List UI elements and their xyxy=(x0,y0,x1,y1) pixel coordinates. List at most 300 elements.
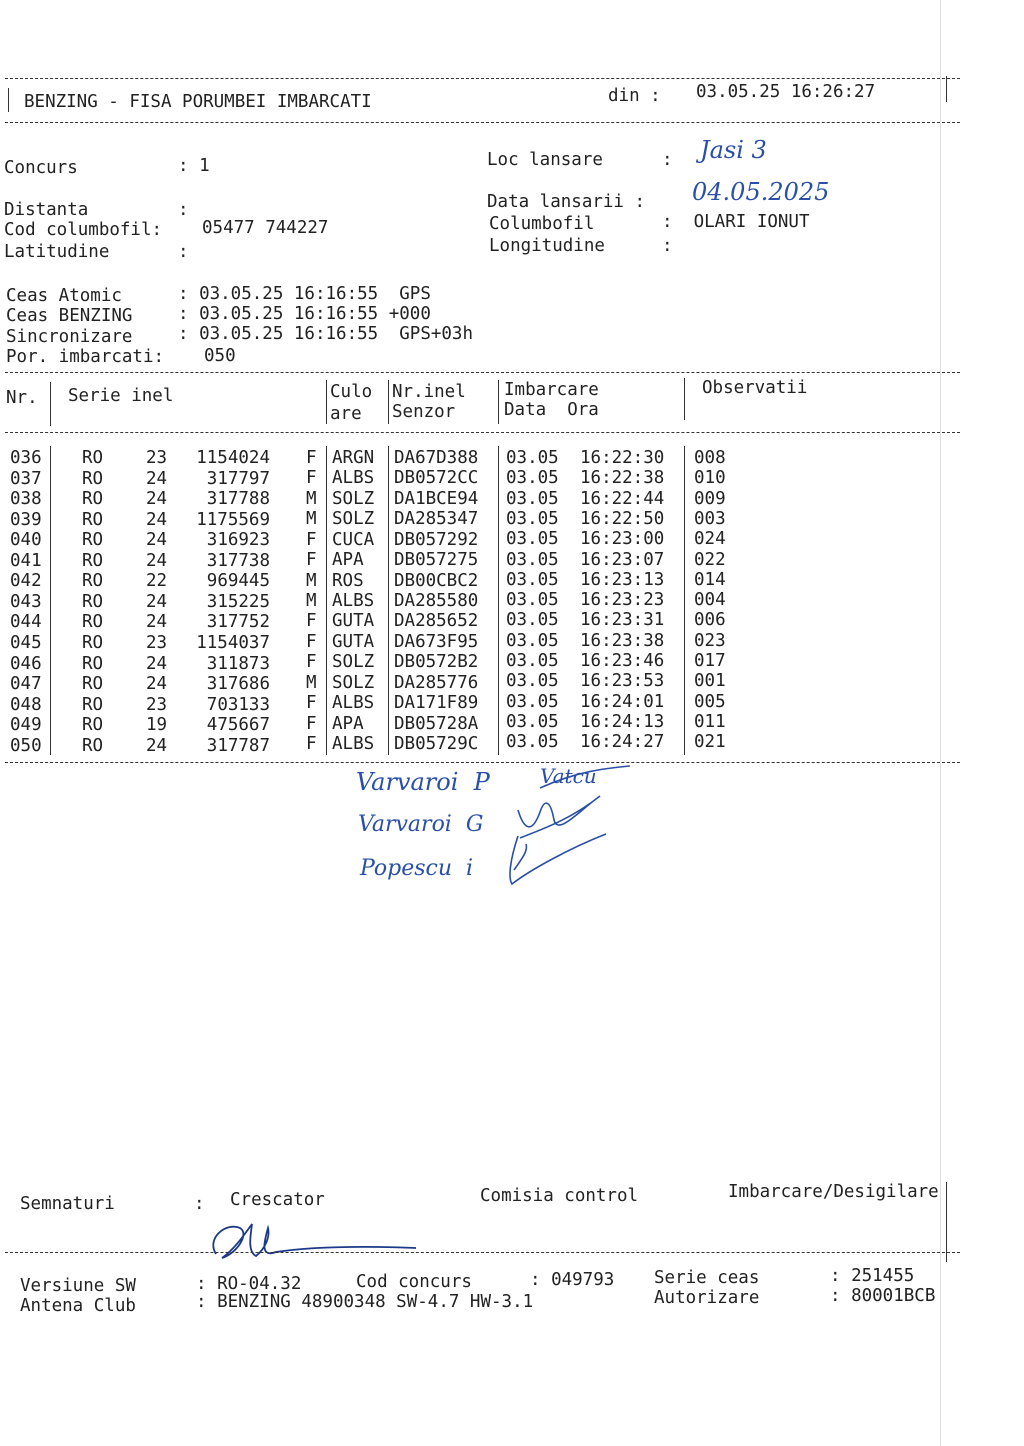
cell-culoare: SOLZ xyxy=(332,488,375,509)
cell-senzor: DA171F89 xyxy=(394,693,479,714)
col-divider-culoare xyxy=(388,380,389,424)
row-divider xyxy=(684,528,685,549)
cell-sex: F xyxy=(306,529,317,550)
cell-an: 22 xyxy=(146,571,168,592)
row-divider xyxy=(388,672,389,693)
header-right-bar xyxy=(946,76,947,102)
row-divider xyxy=(498,569,499,590)
cell-observatii: 005 xyxy=(694,691,726,712)
cell-culoare: ROS xyxy=(332,570,364,591)
cell-data: 03.05 xyxy=(506,590,559,611)
cell-tara: RO xyxy=(82,612,104,633)
cell-sex: M xyxy=(306,672,317,693)
row-divider xyxy=(50,734,51,755)
col-header-observatii: Observatii xyxy=(702,378,808,398)
cell-an: 24 xyxy=(146,735,168,756)
cell-data: 03.05 xyxy=(506,448,559,468)
row-divider xyxy=(498,549,499,570)
row-divider xyxy=(326,446,327,467)
row-divider xyxy=(498,713,499,734)
table-header-rule xyxy=(5,432,960,433)
versiune-sw-label: Versiune SW xyxy=(20,1276,136,1296)
cell-ora: 16:22:30 xyxy=(580,448,665,468)
cell-culoare: GUTA xyxy=(332,611,375,632)
cell-ora: 16:24:13 xyxy=(580,711,665,732)
cell-data: 03.05 xyxy=(506,529,559,550)
cell-an: 23 xyxy=(146,632,168,653)
row-divider xyxy=(326,487,327,508)
ceas-benzing-label: Ceas BENZING xyxy=(6,306,133,326)
cell-ora: 16:22:38 xyxy=(580,468,665,489)
row-divider xyxy=(388,631,389,652)
cell-observatii: 011 xyxy=(694,711,726,732)
cell-culoare: SOLZ xyxy=(332,672,375,693)
cod-concurs-value: : 049793 xyxy=(530,1270,615,1290)
row-divider xyxy=(50,590,51,611)
row-divider xyxy=(684,467,685,488)
data-lansarii-label: Data lansarii : xyxy=(487,192,646,212)
latitudine-label: Latitudine xyxy=(4,242,110,262)
cell-nr: 042 xyxy=(10,571,42,592)
cell-nr: 045 xyxy=(10,632,42,653)
cell-senzor: DA673F95 xyxy=(394,631,479,652)
cell-data: 03.05 xyxy=(506,549,559,570)
cell-data: 03.05 xyxy=(506,671,559,692)
row-divider xyxy=(50,631,51,652)
cell-culoare: ALBS xyxy=(332,693,375,714)
por-imbarcati-label: Por. imbarcati: xyxy=(6,347,165,367)
row-divider xyxy=(684,508,685,529)
din-label: din : xyxy=(608,86,661,106)
data-lansarii-handwritten: 04.05.2025 xyxy=(692,178,830,206)
antena-club-label: Antena Club xyxy=(20,1296,136,1316)
cell-observatii: 009 xyxy=(694,488,726,509)
cell-culoare: SOLZ xyxy=(332,652,375,673)
cell-tara: RO xyxy=(82,632,104,653)
antena-club-value: : BENZING 48900348 SW-4.7 HW-3.1 xyxy=(196,1292,534,1312)
cell-inel: 475667 xyxy=(206,715,270,736)
col-header-imbarcare-2: Data Ora xyxy=(504,400,599,420)
row-divider xyxy=(50,528,51,549)
cell-culoare: APA xyxy=(332,713,364,734)
cell-culoare: ALBS xyxy=(332,733,375,754)
row-divider xyxy=(326,631,327,652)
cell-ora: 16:23:31 xyxy=(580,610,665,631)
cell-an: 19 xyxy=(146,715,168,736)
cell-an: 24 xyxy=(146,489,168,510)
concurs-label: Concurs xyxy=(4,158,78,178)
row-divider xyxy=(388,569,389,590)
row-divider xyxy=(498,672,499,693)
cell-ora: 16:23:13 xyxy=(580,569,665,590)
columbofil-label: Columbofil xyxy=(489,214,595,234)
distanta-value: : xyxy=(178,200,189,220)
row-divider xyxy=(684,713,685,734)
ceas-benzing-value: : 03.05.25 16:16:55 +000 xyxy=(178,304,431,324)
cell-sex: M xyxy=(306,509,317,530)
comisia-control-label: Comisia control xyxy=(480,1186,639,1206)
row-divider xyxy=(326,610,327,631)
cell-sex: F xyxy=(306,733,317,754)
cell-culoare: ARGN xyxy=(332,448,375,468)
col-divider-nrinel xyxy=(498,380,499,424)
cell-senzor: DA67D388 xyxy=(394,448,479,468)
row-divider xyxy=(498,590,499,611)
cell-tara: RO xyxy=(82,653,104,674)
cell-sex: F xyxy=(306,693,317,714)
row-divider xyxy=(50,446,51,467)
col-header-imbarcare-1: Imbarcare xyxy=(504,380,599,400)
cell-nr: 039 xyxy=(10,509,42,530)
sincronizare-value: : 03.05.25 16:16:55 GPS+03h xyxy=(178,324,474,344)
cell-an: 24 xyxy=(146,653,168,674)
col-header-serie: Serie inel xyxy=(68,386,174,406)
cell-senzor: DB00CBC2 xyxy=(394,570,479,591)
cell-tara: RO xyxy=(82,591,104,612)
row-divider xyxy=(684,446,685,467)
row-divider xyxy=(684,610,685,631)
cell-nr: 040 xyxy=(10,530,42,551)
row-divider xyxy=(50,693,51,714)
cod-columbofil-label: Cod columbofil: xyxy=(4,220,163,240)
row-divider xyxy=(388,590,389,611)
row-divider xyxy=(50,610,51,631)
cell-an: 24 xyxy=(146,591,168,612)
cell-tara: RO xyxy=(82,735,104,756)
row-divider xyxy=(684,590,685,611)
cell-sex: F xyxy=(306,652,317,673)
cell-ora: 16:22:50 xyxy=(580,508,665,529)
cell-nr: 037 xyxy=(10,468,42,489)
cell-culoare: GUTA xyxy=(332,631,375,652)
cell-tara: RO xyxy=(82,550,104,571)
cell-observatii: 006 xyxy=(694,610,726,631)
autorizare-value: : 80001BCB xyxy=(830,1286,936,1306)
cell-observatii: 014 xyxy=(694,569,726,590)
row-divider xyxy=(326,549,327,570)
cell-culoare: CUCA xyxy=(332,529,375,550)
cell-ora: 16:23:38 xyxy=(580,630,665,651)
row-divider xyxy=(388,693,389,714)
row-divider xyxy=(50,569,51,590)
row-divider xyxy=(498,487,499,508)
cell-ora: 16:23:46 xyxy=(580,651,665,671)
cell-tara: RO xyxy=(82,448,104,468)
crescator-label: Crescator xyxy=(230,1190,325,1210)
cell-observatii: 003 xyxy=(694,508,726,529)
row-divider xyxy=(326,693,327,714)
row-divider xyxy=(684,672,685,693)
header-left-bar xyxy=(8,88,9,112)
row-divider xyxy=(50,467,51,488)
cell-observatii: 017 xyxy=(694,651,726,671)
imbarcare-desigilare-label: Imbarcare/Desigilare xyxy=(728,1182,939,1202)
handwritten-name-3: Popescu i xyxy=(360,856,474,881)
col-header-culoare-2: are xyxy=(330,404,362,424)
table-row xyxy=(0,551,1024,572)
cell-inel: 315225 xyxy=(206,591,270,612)
semnaturi-colon: : xyxy=(194,1194,205,1214)
cell-tara: RO xyxy=(82,571,104,592)
row-divider xyxy=(498,528,499,549)
cell-data: 03.05 xyxy=(506,508,559,529)
cell-nr: 046 xyxy=(10,653,42,674)
cell-an: 24 xyxy=(146,674,168,695)
cell-data: 03.05 xyxy=(506,651,559,671)
cell-nr: 049 xyxy=(10,715,42,736)
cell-nr: 050 xyxy=(10,735,42,756)
loc-lansare-handwritten: Jasi 3 xyxy=(700,136,767,164)
versiune-sw-value: : RO-04.32 xyxy=(196,1274,302,1294)
cell-tara: RO xyxy=(82,468,104,489)
cell-observatii: 024 xyxy=(694,529,726,550)
cell-senzor: DA1BCE94 xyxy=(394,488,479,509)
cell-data: 03.05 xyxy=(506,630,559,651)
cell-ora: 16:24:27 xyxy=(580,732,665,753)
cell-senzor: DB05728A xyxy=(394,713,479,734)
col-divider-serie xyxy=(326,380,327,424)
cell-observatii: 008 xyxy=(694,448,726,468)
col-header-culoare-1: Culo xyxy=(330,382,373,402)
handwritten-signature-1: Vatcu xyxy=(540,764,597,788)
row-divider xyxy=(326,652,327,673)
row-divider xyxy=(388,549,389,570)
cell-tara: RO xyxy=(82,694,104,715)
cell-data: 03.05 xyxy=(506,691,559,712)
cell-inel: 1154037 xyxy=(196,632,270,653)
cell-culoare: ALBS xyxy=(332,590,375,611)
cell-an: 24 xyxy=(146,550,168,571)
footer-right-bar xyxy=(946,1182,947,1262)
cell-ora: 16:24:01 xyxy=(580,691,665,712)
row-divider xyxy=(326,590,327,611)
table-row xyxy=(0,510,1024,531)
row-divider xyxy=(388,487,389,508)
row-divider xyxy=(50,508,51,529)
cell-data: 03.05 xyxy=(506,711,559,732)
cell-an: 24 xyxy=(146,468,168,489)
row-divider xyxy=(388,713,389,734)
cell-sex: M xyxy=(306,570,317,591)
ceas-atomic-value: : 03.05.25 16:16:55 GPS xyxy=(178,284,431,304)
cell-nr: 036 xyxy=(10,448,42,468)
latitudine-value: : xyxy=(178,242,189,262)
row-divider xyxy=(498,610,499,631)
row-divider xyxy=(388,528,389,549)
table-top-rule xyxy=(5,372,960,373)
cell-observatii: 021 xyxy=(694,732,726,753)
row-divider xyxy=(326,528,327,549)
row-divider xyxy=(498,467,499,488)
cell-observatii: 004 xyxy=(694,590,726,611)
cell-data: 03.05 xyxy=(506,569,559,590)
row-divider xyxy=(388,446,389,467)
columbofil-value: : OLARI IONUT xyxy=(662,212,810,232)
row-divider xyxy=(388,734,389,755)
longitudine-value: : xyxy=(662,236,673,256)
row-divider xyxy=(684,549,685,570)
row-divider xyxy=(684,569,685,590)
por-imbarcati-value: 050 xyxy=(204,346,236,366)
cell-ora: 16:23:23 xyxy=(580,590,665,611)
row-divider xyxy=(326,713,327,734)
handwritten-name-1: Varvaroi P xyxy=(356,768,490,796)
cell-data: 03.05 xyxy=(506,732,559,753)
cell-observatii: 010 xyxy=(694,468,726,489)
cell-ora: 16:23:00 xyxy=(580,529,665,550)
col-header-nrinel-2: Senzor xyxy=(392,402,456,422)
semnaturi-label: Semnaturi xyxy=(20,1194,115,1214)
row-divider xyxy=(388,508,389,529)
cell-inel: 317686 xyxy=(206,674,270,695)
row-divider xyxy=(684,631,685,652)
cell-an: 23 xyxy=(146,694,168,715)
cell-senzor: DA285652 xyxy=(394,611,479,632)
serie-ceas-value: : 251455 xyxy=(830,1266,915,1286)
header-top-rule xyxy=(5,78,960,79)
cell-tara: RO xyxy=(82,715,104,736)
row-divider xyxy=(326,569,327,590)
row-divider xyxy=(498,734,499,755)
cell-ora: 16:22:44 xyxy=(580,488,665,509)
row-divider xyxy=(388,467,389,488)
cell-sex: F xyxy=(306,631,317,652)
cell-sex: F xyxy=(306,468,317,489)
cell-an: 24 xyxy=(146,530,168,551)
cell-nr: 048 xyxy=(10,694,42,715)
cell-senzor: DB057275 xyxy=(394,550,479,571)
cell-sex: F xyxy=(306,448,317,468)
cell-ora: 16:23:53 xyxy=(580,671,665,692)
ceas-atomic-label: Ceas Atomic xyxy=(6,286,122,306)
cell-sex: M xyxy=(306,590,317,611)
footer-rule xyxy=(5,1252,960,1253)
row-divider xyxy=(50,672,51,693)
cell-inel: 317738 xyxy=(206,550,270,571)
cell-inel: 317797 xyxy=(206,468,270,489)
cell-an: 24 xyxy=(146,509,168,530)
row-divider xyxy=(684,693,685,714)
sincronizare-label: Sincronizare xyxy=(6,327,133,347)
loc-lansare-label: Loc lansare xyxy=(487,150,603,170)
cell-culoare: SOLZ xyxy=(332,509,375,530)
row-divider xyxy=(50,487,51,508)
cell-senzor: DA285347 xyxy=(394,509,479,530)
signature-stroke-3 xyxy=(500,830,620,890)
cell-senzor: DB0572B2 xyxy=(394,652,479,673)
cell-senzor: DA285776 xyxy=(394,672,479,693)
row-divider xyxy=(498,693,499,714)
cell-data: 03.05 xyxy=(506,610,559,631)
row-divider xyxy=(388,652,389,673)
cell-tara: RO xyxy=(82,674,104,695)
cell-inel: 317788 xyxy=(206,489,270,510)
table-row xyxy=(0,732,1024,757)
cell-tara: RO xyxy=(82,530,104,551)
row-divider xyxy=(326,508,327,529)
cell-culoare: ALBS xyxy=(332,468,375,489)
col-header-nr: Nr. xyxy=(6,388,38,408)
row-divider xyxy=(684,487,685,508)
cell-senzor: DB0572CC xyxy=(394,468,479,489)
row-divider xyxy=(684,652,685,673)
row-divider xyxy=(326,467,327,488)
serie-ceas-label: Serie ceas xyxy=(654,1268,760,1288)
table-row xyxy=(0,489,1024,510)
cell-observatii: 022 xyxy=(694,549,726,570)
cell-nr: 047 xyxy=(10,674,42,695)
cell-inel: 703133 xyxy=(206,694,270,715)
cell-nr: 041 xyxy=(10,550,42,571)
cod-columbofil-value: 05477 744227 xyxy=(202,218,329,238)
table-row xyxy=(0,469,1024,490)
cell-senzor: DB05729C xyxy=(394,733,479,754)
distanta-label: Distanta xyxy=(4,200,89,220)
table-bottom-rule xyxy=(5,762,960,763)
autorizare-label: Autorizare xyxy=(654,1288,760,1308)
cell-ora: 16:23:07 xyxy=(580,549,665,570)
cell-sex: M xyxy=(306,488,317,509)
cell-tara: RO xyxy=(82,509,104,530)
cell-sex: F xyxy=(306,611,317,632)
longitudine-label: Longitudine xyxy=(489,236,605,256)
cell-inel: 1175569 xyxy=(196,509,270,530)
cell-inel: 969445 xyxy=(206,571,270,592)
row-divider xyxy=(498,508,499,529)
cell-tara: RO xyxy=(82,489,104,510)
cell-an: 23 xyxy=(146,448,168,468)
row-divider xyxy=(326,672,327,693)
col-header-nrinel-1: Nr.inel xyxy=(392,382,466,402)
cell-sex: F xyxy=(306,713,317,734)
cell-data: 03.05 xyxy=(506,468,559,489)
cell-observatii: 001 xyxy=(694,671,726,692)
row-divider xyxy=(50,652,51,673)
row-divider xyxy=(50,713,51,734)
header-bottom-rule xyxy=(5,122,960,123)
col-divider-nr xyxy=(50,382,51,426)
row-divider xyxy=(684,734,685,755)
row-divider xyxy=(388,610,389,631)
cell-senzor: DB057292 xyxy=(394,529,479,550)
loc-lansare-colon: : xyxy=(662,150,673,170)
din-value: 03.05.25 16:26:27 xyxy=(696,82,876,102)
cell-nr: 044 xyxy=(10,612,42,633)
document-title: BENZING - FISA PORUMBEI IMBARCATI xyxy=(24,92,372,112)
table-row xyxy=(0,530,1024,551)
row-divider xyxy=(498,631,499,652)
cell-inel: 317787 xyxy=(206,735,270,756)
cell-nr: 043 xyxy=(10,591,42,612)
row-divider xyxy=(326,734,327,755)
row-divider xyxy=(50,549,51,570)
cell-inel: 1154024 xyxy=(196,448,270,468)
table-row xyxy=(0,448,1024,469)
cell-senzor: DA285580 xyxy=(394,590,479,611)
cell-nr: 038 xyxy=(10,489,42,510)
cell-data: 03.05 xyxy=(506,488,559,509)
col-divider-imbarcare xyxy=(684,378,685,420)
row-divider xyxy=(498,652,499,673)
cell-inel: 316923 xyxy=(206,530,270,551)
cell-an: 24 xyxy=(146,612,168,633)
cell-inel: 311873 xyxy=(206,653,270,674)
cod-concurs-label: Cod concurs xyxy=(356,1272,472,1292)
cell-observatii: 023 xyxy=(694,630,726,651)
cell-culoare: APA xyxy=(332,550,364,571)
concurs-value: : 1 xyxy=(178,156,210,176)
handwritten-name-2: Varvaroi G xyxy=(358,812,484,837)
